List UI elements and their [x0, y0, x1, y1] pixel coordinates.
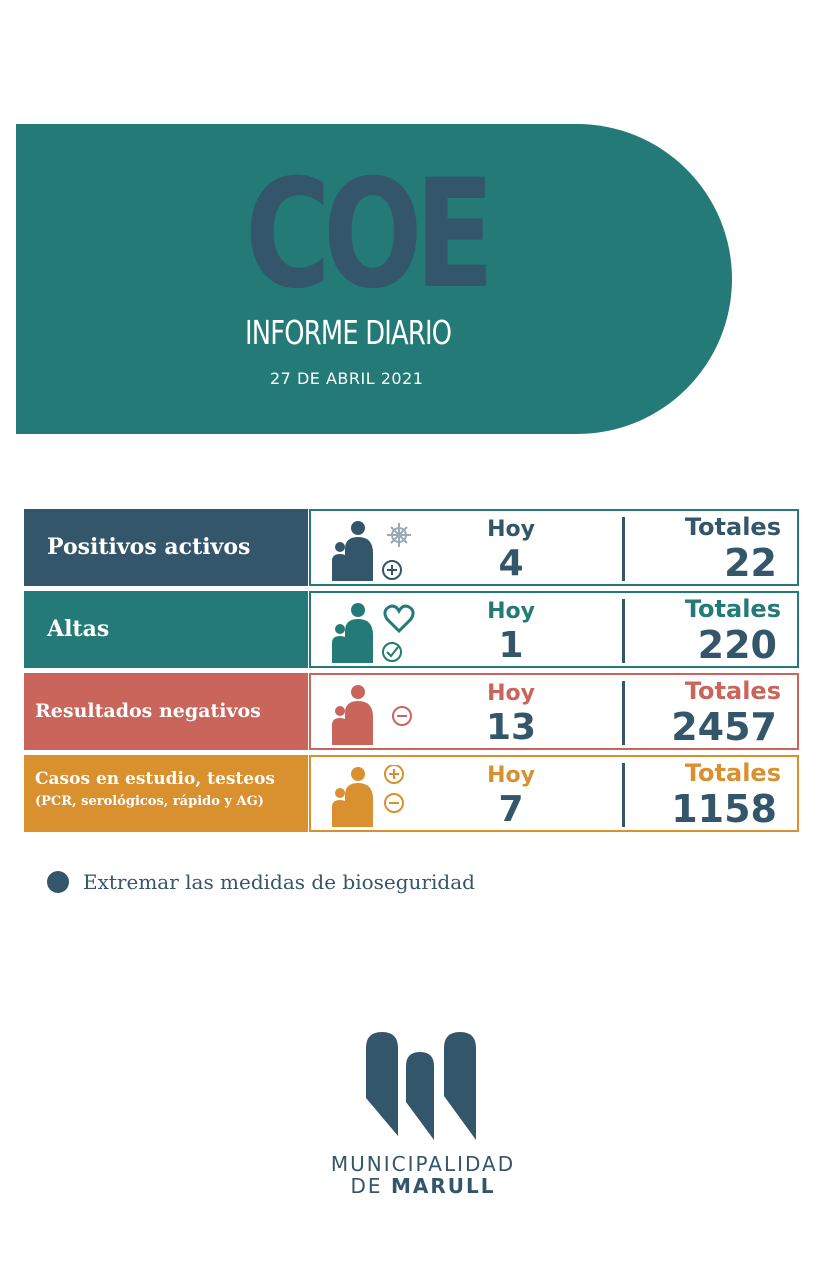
page-title: COE [245, 148, 487, 322]
hoy-value: 7 [498, 789, 524, 830]
totales-value: 220 [697, 623, 777, 667]
note-text: Extremar las medidas de bioseguridad [83, 870, 475, 894]
stat-row-negativos [24, 673, 799, 750]
divider [622, 599, 625, 663]
stat-panel [309, 673, 799, 750]
totales-label: Totales [684, 677, 781, 705]
row-label: Altas [24, 591, 308, 668]
totales-value: 1158 [671, 787, 777, 831]
municipality-line2: DE MARULL [350, 1174, 496, 1198]
divider [622, 763, 625, 827]
hoy-value: 13 [485, 707, 537, 748]
totales-label: Totales [684, 513, 781, 541]
family-heart-check-icon [327, 601, 417, 663]
biosecurity-note [47, 870, 475, 895]
page-subtitle: INFORME DIARIO [245, 313, 452, 352]
bullet-icon [47, 871, 69, 893]
row-label-box [24, 755, 308, 832]
totales-label: Totales [684, 759, 781, 787]
stat-panel [309, 591, 799, 668]
row-label: Casos en estudio, testeos [35, 769, 275, 789]
divider [622, 517, 625, 581]
family-plus-minus-icon [327, 765, 417, 827]
row-label: Positivos activos [24, 509, 308, 586]
totales-value: 2457 [671, 705, 777, 749]
stat-row-positivos [24, 509, 799, 586]
municipality-town: MARULL [390, 1174, 496, 1198]
totales-label: Totales [684, 595, 781, 623]
hoy-value: 1 [498, 625, 524, 666]
divider [622, 681, 625, 745]
hoy-value: 4 [498, 543, 524, 584]
stat-row-estudio [24, 755, 799, 832]
municipality-line1: MUNICIPALIDAD [330, 1152, 516, 1176]
stat-panel [309, 755, 799, 832]
municipality-name [330, 1153, 516, 1197]
hoy-label: Hoy [487, 763, 535, 788]
stat-row-altas [24, 591, 799, 668]
report-date: 27 DE ABRIL 2021 [270, 369, 424, 388]
totales-value: 22 [724, 541, 777, 585]
hoy-label: Hoy [487, 681, 535, 706]
hoy-label: Hoy [487, 599, 535, 624]
stat-panel [309, 509, 799, 586]
hoy-label: Hoy [487, 517, 535, 542]
family-minus-icon [327, 683, 417, 745]
row-label: Resultados negativos [24, 673, 308, 750]
municipality-logo [360, 1028, 490, 1148]
row-sublabel: (PCR, serológicos, rápido y AG) [35, 794, 264, 809]
family-virus-plus-icon [327, 519, 417, 581]
